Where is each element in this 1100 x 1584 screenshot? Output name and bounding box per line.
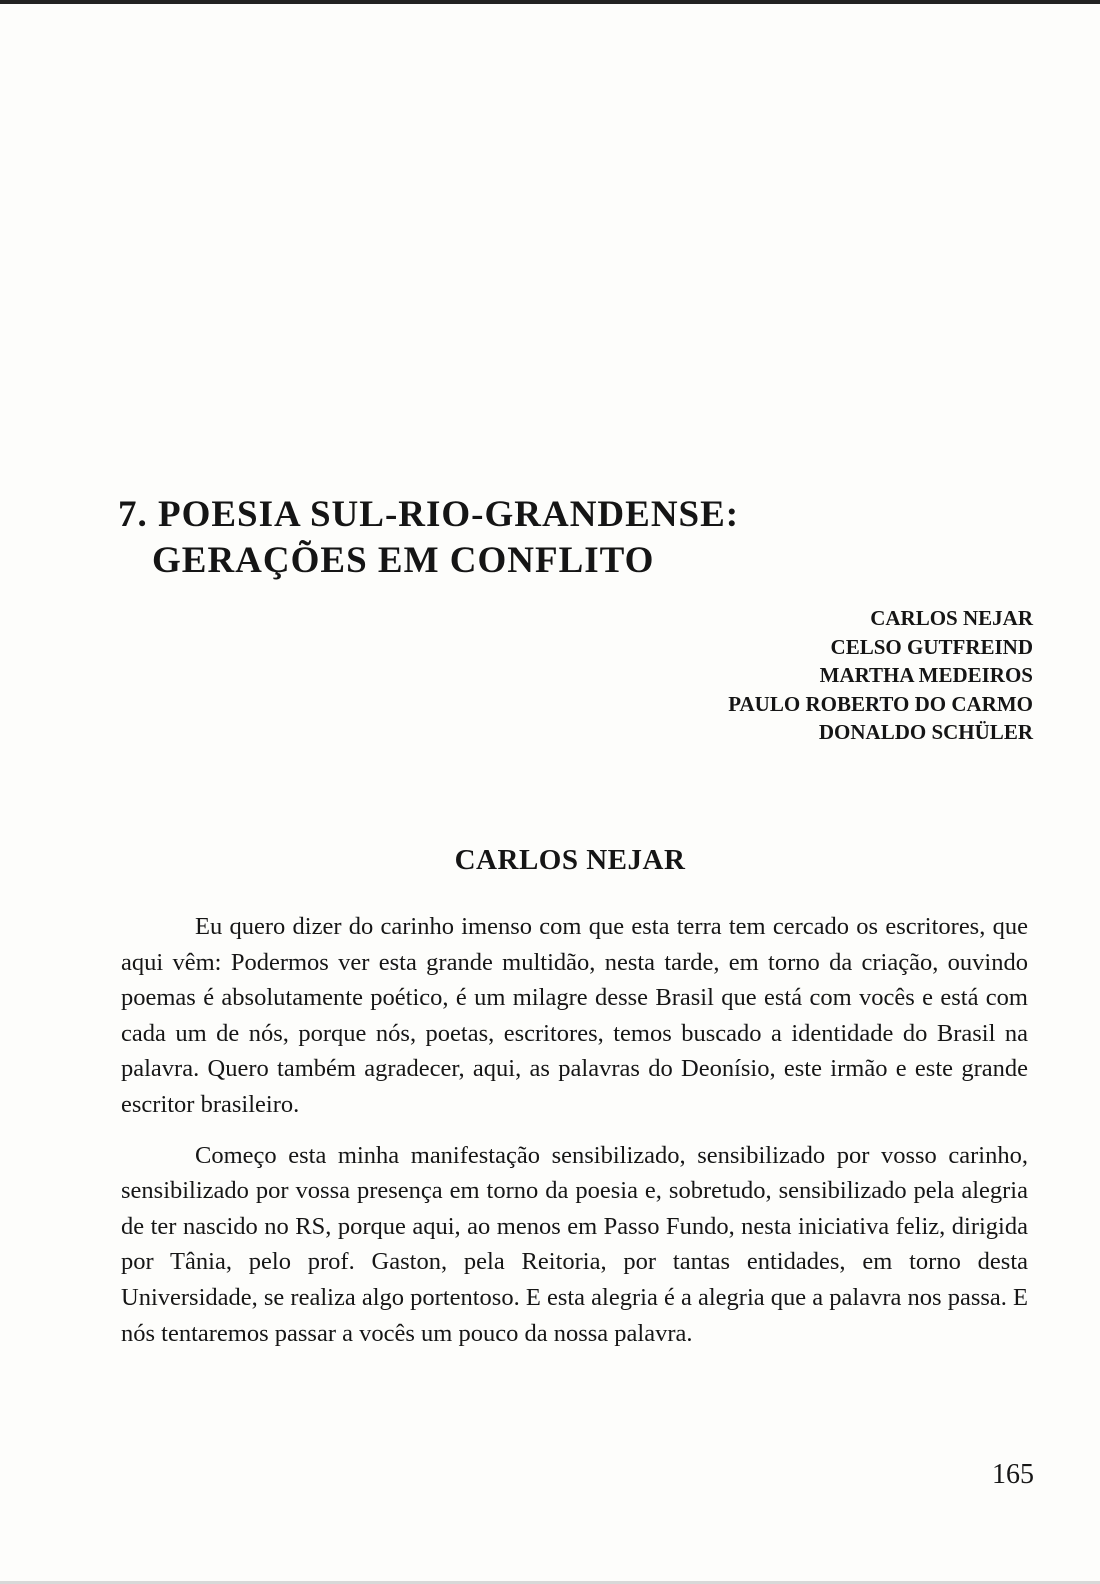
author-list <box>433 604 1033 747</box>
author-name: PAULO ROBERTO DO CARMO <box>728 691 1033 716</box>
paragraph: Eu quero dizer do carinho imenso com que esta terra tem cercado os escritores, que aqui vêm: Podermos ver esta grande multidão, nesta tarde, em torno da criação, ouvindo poemas é absolutamente poético, é um milagre desse Brasil que está com vocês e está com cada um de nós, porque nós, poetas, escritores, temos buscado a identidade do Brasil na palavra. Quero também agradecer, aqui, as palavras do Deonísio, este irmão e este grande escritor brasileiro. <box>121 913 1028 1118</box>
chapter-title-line-1: 7. POESIA SUL-RIO-GRANDENSE: <box>118 494 740 535</box>
body-text <box>121 909 1028 1366</box>
chapter-title <box>118 492 1038 584</box>
chapter-title-line-2: GERAÇÕES EM CONFLITO <box>152 540 655 581</box>
paragraph: Começo esta minha manifestação sensibilizado, sensibilizado por vosso carinho, sensibilizado por vossa presença em torno da poesia e, sobretudo, sensibilizado pela alegria de ter nascido no RS, porque aqui, ao menos em Passo Fundo, nesta iniciativa feliz, dirigida por Tânia, pelo prof. Gaston, pela Reitoria, por tantas entidades, em torno desta Universidade, se realiza algo portentoso. E esta alegria é a alegria que a palavra nos passa. E nós tentaremos passar a vocês um pouco da nossa palavra. <box>121 1141 1028 1347</box>
section-heading: CARLOS NEJAR <box>454 844 686 876</box>
author-name: CARLOS NEJAR <box>870 606 1033 630</box>
author-name: DONALDO SCHÜLER <box>818 720 1033 744</box>
author-name: MARTHA MEDEIROS <box>819 663 1033 687</box>
author-name: CELSO GUTFREIND <box>830 634 1033 659</box>
page-number: 165 <box>992 1459 1034 1490</box>
